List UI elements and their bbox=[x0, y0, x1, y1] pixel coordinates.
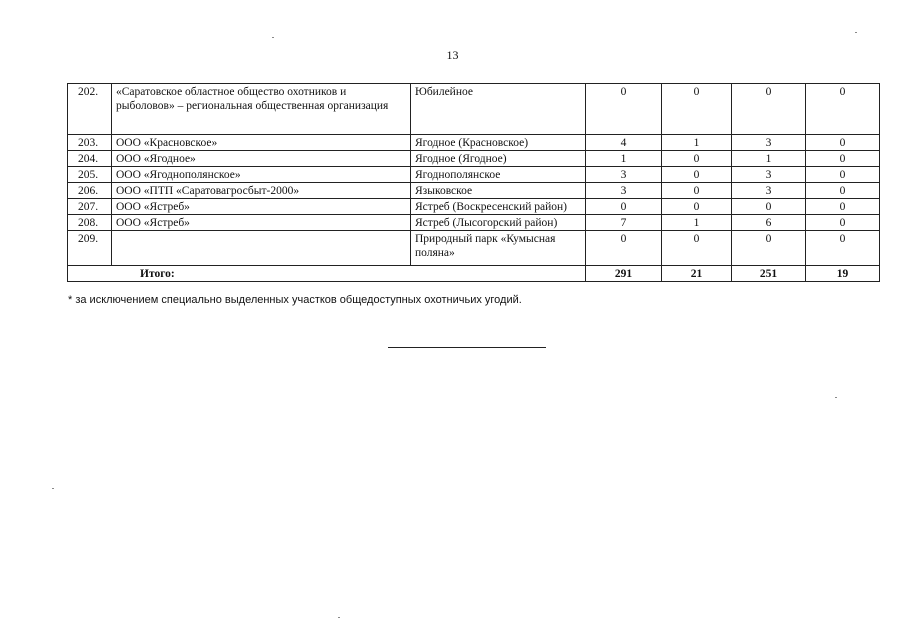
value-cell: 0 bbox=[662, 183, 732, 199]
total-value: 291 bbox=[586, 266, 662, 282]
organization-cell: ООО «Ястреб» bbox=[112, 215, 411, 231]
scan-speck bbox=[855, 32, 857, 33]
table-row bbox=[68, 135, 880, 151]
scan-speck bbox=[52, 488, 54, 489]
value-cell: 1 bbox=[662, 215, 732, 231]
value-cell: 0 bbox=[662, 151, 732, 167]
value-cell: 4 bbox=[586, 135, 662, 151]
organization-cell bbox=[112, 231, 411, 266]
total-value: 19 bbox=[806, 266, 880, 282]
table-row bbox=[68, 231, 880, 266]
total-value: 21 bbox=[662, 266, 732, 282]
value-cell: 0 bbox=[586, 231, 662, 266]
table-row bbox=[68, 151, 880, 167]
row-number: 207. bbox=[68, 199, 112, 215]
value-cell: 0 bbox=[806, 231, 880, 266]
row-number: 202. bbox=[68, 84, 112, 135]
organization-cell: ООО «Ягодное» bbox=[112, 151, 411, 167]
table-row bbox=[68, 84, 880, 135]
table-row bbox=[68, 183, 880, 199]
page-number: 13 bbox=[446, 48, 459, 62]
territory-cell: Ягоднополянское bbox=[411, 167, 586, 183]
table-body bbox=[68, 84, 880, 282]
footnote: * за исключением специально выделенных участков общедоступных охотничьих угодий. bbox=[68, 294, 522, 306]
organization-cell: ООО «Ягоднополянское» bbox=[112, 167, 411, 183]
value-cell: 0 bbox=[806, 151, 880, 167]
row-number: 206. bbox=[68, 183, 112, 199]
hunting-grounds-table bbox=[67, 83, 880, 282]
table-row bbox=[68, 199, 880, 215]
value-cell: 0 bbox=[732, 84, 806, 135]
row-number: 203. bbox=[68, 135, 112, 151]
organization-cell: «Саратовское областное общество охотников и рыболовов» – региональная общественная организация bbox=[112, 84, 411, 135]
value-cell: 0 bbox=[806, 183, 880, 199]
territory-cell: Ястреб (Лысогорский район) bbox=[411, 215, 586, 231]
divider-line bbox=[388, 347, 546, 348]
value-cell: 0 bbox=[732, 199, 806, 215]
organization-cell: ООО «Ястреб» bbox=[112, 199, 411, 215]
territory-cell: Ястреб (Воскресенский район) bbox=[411, 199, 586, 215]
value-cell: 0 bbox=[806, 215, 880, 231]
value-cell: 0 bbox=[806, 199, 880, 215]
table-row bbox=[68, 167, 880, 183]
scan-speck bbox=[338, 617, 340, 618]
value-cell: 3 bbox=[586, 167, 662, 183]
territory-cell: Ягодное (Красновское) bbox=[411, 135, 586, 151]
value-cell: 0 bbox=[662, 199, 732, 215]
value-cell: 1 bbox=[586, 151, 662, 167]
row-number: 205. bbox=[68, 167, 112, 183]
value-cell: 3 bbox=[732, 167, 806, 183]
value-cell: 3 bbox=[732, 135, 806, 151]
row-number: 208. bbox=[68, 215, 112, 231]
total-row bbox=[68, 266, 880, 282]
value-cell: 7 bbox=[586, 215, 662, 231]
value-cell: 1 bbox=[662, 135, 732, 151]
table-row bbox=[68, 215, 880, 231]
value-cell: 0 bbox=[586, 84, 662, 135]
scan-speck bbox=[835, 397, 837, 398]
value-cell: 0 bbox=[806, 167, 880, 183]
territory-cell: Природный парк «Кумысная поляна» bbox=[411, 231, 586, 266]
value-cell: 0 bbox=[806, 84, 880, 135]
value-cell: 0 bbox=[662, 231, 732, 266]
value-cell: 3 bbox=[732, 183, 806, 199]
value-cell: 0 bbox=[586, 199, 662, 215]
row-number: 209. bbox=[68, 231, 112, 266]
total-label: Итого: bbox=[68, 266, 586, 282]
value-cell: 0 bbox=[806, 135, 880, 151]
value-cell: 0 bbox=[662, 167, 732, 183]
organization-cell: ООО «ПТП «Саратовагросбыт-2000» bbox=[112, 183, 411, 199]
value-cell: 0 bbox=[662, 84, 732, 135]
row-number: 204. bbox=[68, 151, 112, 167]
territory-cell: Юбилейное bbox=[411, 84, 586, 135]
territory-cell: Языковское bbox=[411, 183, 586, 199]
value-cell: 1 bbox=[732, 151, 806, 167]
value-cell: 6 bbox=[732, 215, 806, 231]
value-cell: 0 bbox=[732, 231, 806, 266]
total-value: 251 bbox=[732, 266, 806, 282]
scan-speck bbox=[272, 37, 274, 38]
territory-cell: Ягодное (Ягодное) bbox=[411, 151, 586, 167]
organization-cell: ООО «Красновское» bbox=[112, 135, 411, 151]
value-cell: 3 bbox=[586, 183, 662, 199]
